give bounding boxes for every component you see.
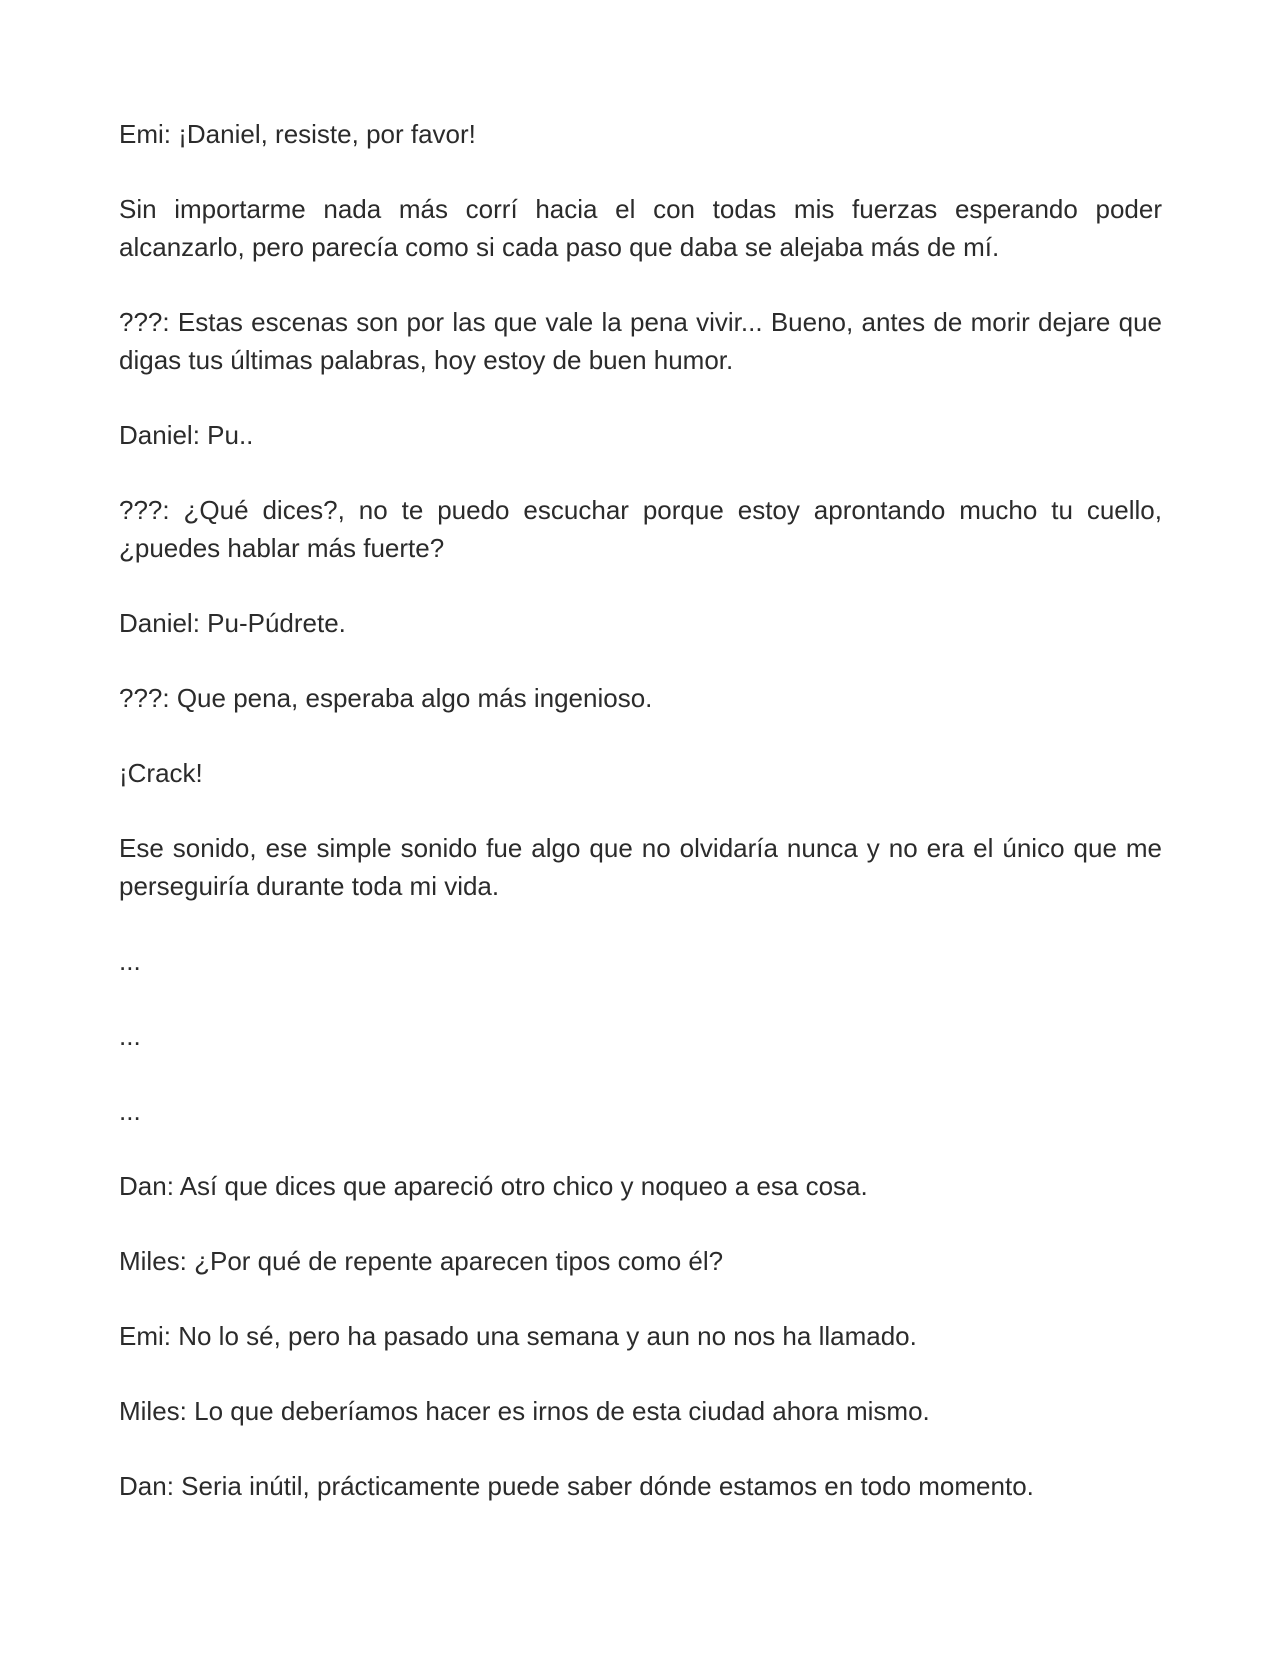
paragraph: Dan: Seria inútil, prácticamente puede saber dónde estamos en todo momento.: [119, 1471, 1034, 1501]
ellipsis-line: ...: [119, 946, 141, 976]
ellipsis-line: ...: [119, 1021, 141, 1051]
paragraph: ???: Que pena, esperaba algo más ingenioso.: [119, 683, 653, 713]
paragraph: ???: Estas escenas son por las que vale la pena vivir... Bueno, antes de morir dejare que digas tus últimas palabras, hoy estoy de buen humor.: [119, 307, 1162, 375]
paragraph: Daniel: Pu-Púdrete.: [119, 608, 346, 638]
ellipsis-line: ...: [119, 1096, 141, 1126]
paragraph: Emi: No lo sé, pero ha pasado una semana y aun no nos ha llamado.: [119, 1321, 917, 1351]
paragraph: Ese sonido, ese simple sonido fue algo que no olvidaría nunca y no era el único que me perseguiría durante toda mi vida.: [119, 833, 1162, 901]
paragraph: Miles: Lo que deberíamos hacer es irnos de esta ciudad ahora mismo.: [119, 1396, 930, 1426]
paragraph: Dan: Así que dices que apareció otro chico y noqueo a esa cosa.: [119, 1171, 868, 1201]
paragraph: ¡Crack!: [119, 758, 203, 788]
paragraph: Sin importarme nada más corrí hacia el con todas mis fuerzas esperando poder alcanzarlo, pero parecía como si cada paso que daba se alejaba más de mí.: [119, 194, 1162, 262]
paragraph: Emi: ¡Daniel, resiste, por favor!: [119, 119, 476, 149]
paragraph: ???: ¿Qué dices?, no te puedo escuchar porque estoy aprontando mucho tu cuello, ¿puedes hablar más fuerte?: [119, 495, 1162, 563]
document-body: [119, 115, 1162, 1505]
paragraph: Miles: ¿Por qué de repente aparecen tipos como él?: [119, 1246, 724, 1276]
paragraph: Daniel: Pu..: [119, 420, 254, 450]
